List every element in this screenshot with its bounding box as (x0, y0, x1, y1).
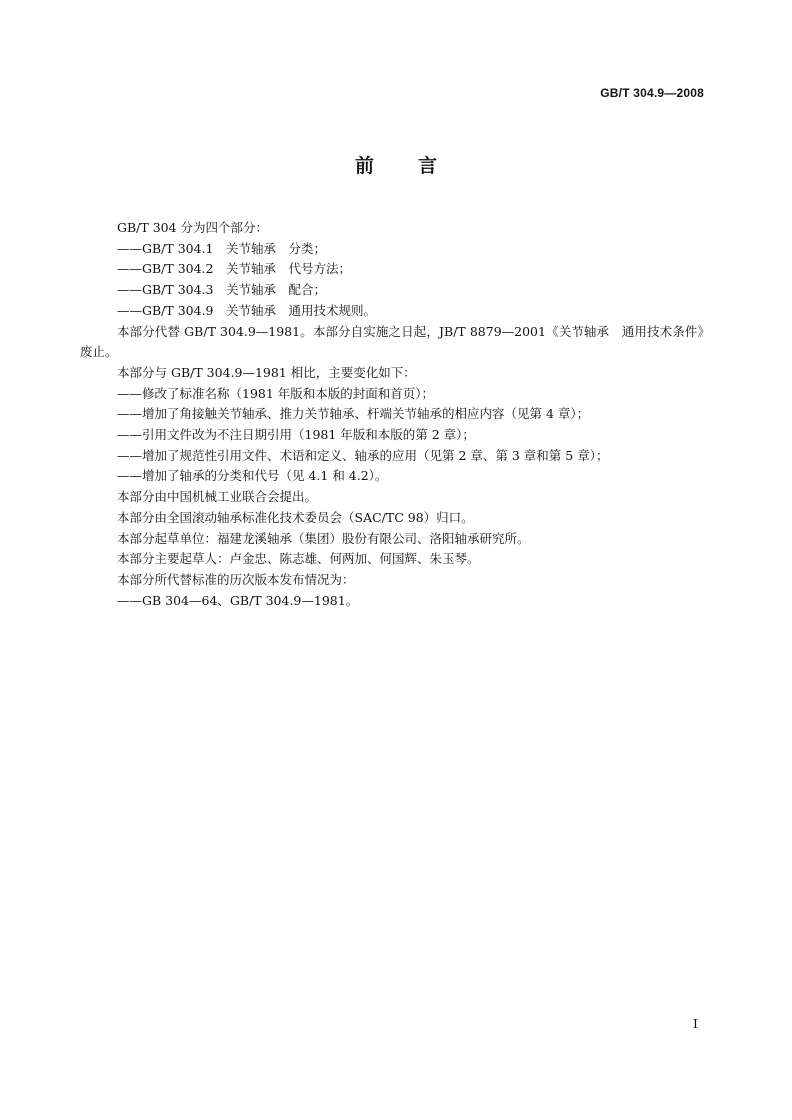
paragraph-replacement: 本部分代替 GB/T 304.9—1981。本部分自实施之日起，JB/T 8879—2001《关节轴承 通用技术条件》废止。 (80, 323, 710, 360)
list-item-change-4: ——增加了规范性引用文件、术语和定义、轴承的应用（见第 2 章、第 3 章和第 5 章）； (117, 447, 609, 463)
paragraph-proposer: 本部分由中国机械工业联合会提出。 (117, 489, 318, 505)
list-item-change-2: ——增加了角接触关节轴承、推力关节轴承、杆端关节轴承的相应内容（见第 4 章）； (117, 406, 590, 422)
list-item-part-1: ——GB/T 304.1 关节轴承 分类； (117, 240, 326, 256)
foreword-body (80, 218, 710, 611)
standard-number: GB/T 304.9—2008 (600, 86, 704, 100)
paragraph-history-intro: 本部分所代替标准的历次版本发布情况为： (117, 571, 355, 587)
paragraph-drafting-units: 本部分起草单位：福建龙溪轴承（集团）股份有限公司、洛阳轴承研究所。 (117, 530, 530, 546)
paragraph-drafters: 本部分主要起草人：卢金忠、陈志雄、何两加、何国辉、朱玉琴。 (117, 551, 480, 567)
paragraph-parts-intro: GB/T 304 分为四个部分： (117, 220, 269, 235)
list-item-history: ——GB 304—64、GB/T 304.9—1981。 (117, 592, 359, 608)
page-number: I (693, 1016, 698, 1031)
paragraph-changes-intro: 本部分与 GB/T 304.9—1981 相比，主要变化如下： (117, 364, 416, 380)
paragraph-committee: 本部分由全国滚动轴承标准化技术委员会（SAC/TC 98）归口。 (117, 509, 474, 525)
list-item-part-9: ——GB/T 304.9 关节轴承 通用技术规则。 (117, 302, 376, 318)
list-item-change-3: ——引用文件改为不注日期引用（1981 年版和本版的第 2 章）； (117, 427, 475, 443)
list-item-part-2: ——GB/T 304.2 关节轴承 代号方法； (117, 261, 351, 277)
list-item-part-3: ——GB/T 304.3 关节轴承 配合； (117, 282, 326, 298)
page-title: 前言 (354, 155, 481, 177)
list-item-change-5: ——增加了轴承的分类和代号（见 4.1 和 4.2）。 (117, 468, 388, 484)
list-item-change-1: ——修改了标准名称（1981 年版和本版的封面和首页）； (117, 385, 435, 401)
